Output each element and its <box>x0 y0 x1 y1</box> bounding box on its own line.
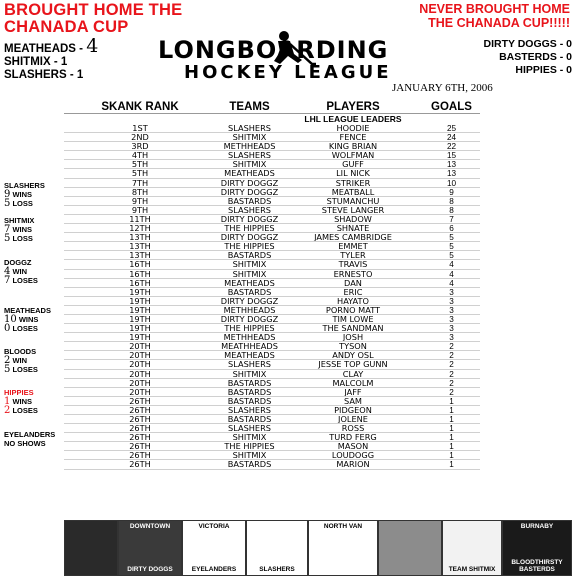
table-row <box>64 315 480 324</box>
cell-rank: 26TH <box>129 451 151 460</box>
cell-goals: 3 <box>449 287 454 296</box>
date-label: JANUARY 6TH, 2006 <box>392 82 493 94</box>
cell-team: MEATHEADS <box>224 169 275 178</box>
cell-player: STRIKER <box>335 178 371 187</box>
table-row <box>64 206 480 215</box>
header-left-line2: CHANADA CUP <box>4 18 129 36</box>
cell-goals: 4 <box>449 278 454 287</box>
cell-goals: 3 <box>449 333 454 342</box>
record-loses: 5 LOSS <box>4 198 33 209</box>
cell-player: HAYATO <box>337 296 369 305</box>
cell-player: GUFF <box>342 160 364 169</box>
cell-rank: 5TH <box>131 169 149 178</box>
header-right-line2: THE CHANADA CUP!!!!! <box>428 16 570 30</box>
cell-goals: 3 <box>449 324 454 333</box>
cell-team: SHITMIX <box>232 369 267 378</box>
cell-goals: 1 <box>449 460 454 469</box>
cell-goals: 13 <box>446 169 457 178</box>
column-header-players: PLAYERS <box>326 101 380 113</box>
logo-title: LONGBOARDING <box>158 36 389 64</box>
cell-goals: 2 <box>449 378 454 387</box>
cell-player: ROSS <box>341 424 365 433</box>
cell-goals: 1 <box>449 451 454 460</box>
cell-goals: 1 <box>449 424 454 433</box>
cell-team: DIRTY DOGGZ <box>220 178 279 187</box>
losers-scores <box>484 38 573 77</box>
cell-goals: 15 <box>446 151 457 160</box>
cell-player: FENCE <box>339 133 367 142</box>
league-leaders-table <box>64 95 480 470</box>
cell-rank: 5TH <box>131 160 149 169</box>
table-row <box>64 379 480 388</box>
cell-goals: 7 <box>449 214 454 224</box>
table-subtitle: LHL LEAGUE LEADERS <box>304 114 402 124</box>
table-row <box>64 160 480 169</box>
team-record <box>4 347 38 374</box>
cell-rank: 20TH <box>129 378 151 387</box>
cell-goals: 5 <box>449 251 454 260</box>
table-row <box>64 424 480 433</box>
cell-rank: 19TH <box>129 314 151 324</box>
record-team: HIPPIES <box>4 388 34 397</box>
cell-player: JESSE TOP GUNN <box>318 360 388 369</box>
record-loses: 5 LOSS <box>4 233 33 244</box>
table-row <box>64 197 480 206</box>
cell-rank: 11TH <box>129 214 151 224</box>
team-logo-badge <box>378 520 442 576</box>
cell-team: BASTARDS <box>227 287 272 296</box>
cell-team: THE HIPPIES <box>224 242 275 251</box>
table-row <box>64 442 480 451</box>
record-wins: 10 WINS <box>4 314 39 325</box>
table-row <box>64 342 480 351</box>
cell-team: SHITMIX <box>232 433 267 442</box>
table-row <box>64 279 480 288</box>
cell-player: KING BRIAN <box>328 142 378 151</box>
cell-player: PIDGEON <box>334 405 372 414</box>
table-row <box>64 188 480 197</box>
column-header-teams: TEAMS <box>229 101 270 113</box>
table-row <box>64 270 480 279</box>
record-wins: 1 WINS <box>4 396 33 407</box>
team-record <box>4 181 45 208</box>
cell-rank: 1ST <box>132 124 148 133</box>
cell-player: MASON <box>337 442 369 451</box>
badge-top-text: DOWNTOWN <box>129 523 171 530</box>
table-row <box>64 460 480 469</box>
cell-team: MEATHEADS <box>224 278 275 287</box>
record-loses: 5 LOSES <box>4 364 38 375</box>
cell-player: JOLENE <box>338 415 368 424</box>
score-shitmix: SHITMIX - 1 <box>4 56 68 68</box>
record-loses: 2 LOSES <box>4 405 38 416</box>
table-header <box>64 95 480 114</box>
cell-rank: 16TH <box>129 278 151 287</box>
cell-goals: 2 <box>449 369 454 378</box>
team-logo-badge <box>442 520 502 576</box>
cell-rank: 12TH <box>129 224 151 233</box>
cell-player: STUMANCHU <box>326 196 380 205</box>
table-row <box>64 242 480 251</box>
cell-goals: 1 <box>449 415 454 424</box>
table-row <box>64 133 480 142</box>
record-team: EYELANDERS <box>4 430 56 439</box>
cell-team: SHITMIX <box>232 451 267 460</box>
cell-player: TYLER <box>340 251 366 260</box>
record-team: DOGGZ <box>4 258 32 267</box>
cell-player: SHADOW <box>334 214 372 224</box>
cell-team: BASTARDS <box>227 415 272 424</box>
column-header-goals: GOALS <box>431 101 472 113</box>
table-subtitle-row <box>64 114 480 124</box>
table-row <box>64 215 480 224</box>
cell-player: TURD FERG <box>329 433 377 442</box>
cell-team: METHHEADS <box>223 333 276 342</box>
cell-team: DIRTY DOGGZ <box>220 187 279 196</box>
cell-player: LOUDOGG <box>331 451 375 460</box>
cell-rank: 20TH <box>129 351 151 360</box>
cell-player: ERIC <box>343 287 363 296</box>
cell-team: SLASHERS <box>228 151 271 160</box>
cell-team: SLASHERS <box>228 205 271 214</box>
badge-caption: SLASHERS <box>259 566 295 573</box>
cell-rank: 13TH <box>129 233 151 242</box>
cell-rank: 20TH <box>129 342 151 351</box>
header-right <box>370 2 570 30</box>
score-meatheads: MEATHEADS - 4 <box>4 35 99 57</box>
table-row <box>64 415 480 424</box>
winners-scores <box>4 35 99 82</box>
record-team: MEATHEADS <box>4 306 51 315</box>
cell-goals: 9 <box>449 187 454 196</box>
cell-rank: 26TH <box>129 415 151 424</box>
table-row <box>64 260 480 269</box>
cell-player: TYSON <box>339 342 367 351</box>
cell-team: BASTARDS <box>227 251 272 260</box>
cell-player: JAFF <box>344 387 362 396</box>
cell-goals: 1 <box>449 396 454 405</box>
score-dirty-doggs: DIRTY DOGGS - 0 <box>483 38 572 50</box>
cell-team: METHHEADS <box>223 142 276 151</box>
cell-rank: 7TH <box>131 178 149 187</box>
badge-caption: BLOODTHIRSTY BASTERDS <box>511 559 563 573</box>
cell-team: BASTARDS <box>227 387 272 396</box>
cell-goals: 3 <box>449 296 454 305</box>
cell-rank: 20TH <box>129 360 151 369</box>
cell-player: TIM LOWE <box>332 314 374 324</box>
cell-rank: 13TH <box>129 242 151 251</box>
team-logo-badge <box>118 520 182 576</box>
cell-goals: 6 <box>449 224 454 233</box>
cell-player: ERNESTO <box>333 269 373 278</box>
cell-team: MEATHHEADS <box>221 342 278 351</box>
team-logo-badge <box>308 520 378 576</box>
record-wins: NO SHOWS <box>4 439 46 448</box>
logo-subtitle: HOCKEY LEAGUE <box>184 62 392 83</box>
cell-team: THE HIPPIES <box>224 224 275 233</box>
cell-rank: 20TH <box>129 369 151 378</box>
header-right-line1: NEVER BROUGHT HOME <box>419 2 570 16</box>
cell-team: SHITMIX <box>232 260 267 269</box>
cell-team: SLASHERS <box>228 124 271 133</box>
cell-team: SHITMIX <box>232 160 267 169</box>
cell-rank: 3RD <box>131 142 149 151</box>
table-row <box>64 151 480 160</box>
cell-rank: 13TH <box>129 251 151 260</box>
table-row <box>64 251 480 260</box>
cell-goals: 1 <box>449 442 454 451</box>
cell-player: MALCOLM <box>332 378 374 387</box>
team-record <box>4 216 34 243</box>
cell-team: BASTARDS <box>227 378 272 387</box>
cell-player: TRAVIS <box>338 260 368 269</box>
cell-rank: 16TH <box>129 260 151 269</box>
score-slashers: SLASHERS - 1 <box>4 69 84 81</box>
cell-player: EMMET <box>338 242 368 251</box>
cell-team: SHITMIX <box>232 269 267 278</box>
table-row <box>64 451 480 460</box>
table-row <box>64 433 480 442</box>
cell-player: ANDY OSL <box>332 351 374 360</box>
badge-top-text: NORTH VAN <box>323 523 363 530</box>
cell-player: JAMES CAMBRIDGE <box>314 233 392 242</box>
record-wins: 2 WIN <box>4 355 28 366</box>
cell-goals: 8 <box>449 205 454 214</box>
cell-team: MEATHEADS <box>224 351 275 360</box>
cell-team: THE HIPPIES <box>224 442 275 451</box>
cell-rank: 19TH <box>129 287 151 296</box>
cell-goals: 2 <box>449 342 454 351</box>
cell-team: BASTARDS <box>227 460 272 469</box>
table-row <box>64 224 480 233</box>
record-wins: 4 WIN <box>4 266 28 277</box>
cell-goals: 22 <box>446 142 457 151</box>
cell-player: LIL NICK <box>336 169 370 178</box>
cell-rank: 8TH <box>131 187 149 196</box>
table-row <box>64 324 480 333</box>
table-row <box>64 388 480 397</box>
header-left-line1: BROUGHT HOME THE <box>4 1 183 19</box>
team-logo-badge <box>502 520 572 576</box>
cell-team: SLASHERS <box>228 360 271 369</box>
cell-player: WOLFMAN <box>331 151 375 160</box>
cell-team: BASTARDS <box>227 396 272 405</box>
team-record <box>4 388 38 415</box>
cell-player: MEATBALL <box>331 187 375 196</box>
badge-top-text: VICTORIA <box>198 523 230 530</box>
cell-team: SLASHERS <box>228 424 271 433</box>
cell-rank: 19TH <box>129 296 151 305</box>
table-row <box>64 169 480 178</box>
cell-rank: 26TH <box>129 424 151 433</box>
cell-goals: 25 <box>446 124 457 133</box>
cell-rank: 26TH <box>129 442 151 451</box>
cell-rank: 9TH <box>131 205 149 214</box>
record-loses: 7 LOSES <box>4 275 38 286</box>
cell-player: SAM <box>343 396 362 405</box>
cell-player: JOSH <box>342 333 364 342</box>
cell-team: SHITMIX <box>232 133 267 142</box>
table-row <box>64 397 480 406</box>
cell-rank: 19TH <box>129 333 151 342</box>
cell-team: DIRTY DOGGZ <box>220 296 279 305</box>
cell-team: DIRTY DOGGZ <box>220 214 279 224</box>
table-row <box>64 233 480 242</box>
record-wins: 9 WINS <box>4 189 33 200</box>
cell-goals: 2 <box>449 387 454 396</box>
cell-rank: 20TH <box>129 387 151 396</box>
table-row <box>64 124 480 133</box>
cell-goals: 1 <box>449 433 454 442</box>
cell-player: MARION <box>336 460 370 469</box>
team-logos-footer <box>64 520 576 576</box>
cell-team: DIRTY DOGGZ <box>220 233 279 242</box>
cell-goals: 2 <box>449 351 454 360</box>
cell-rank: 26TH <box>129 433 151 442</box>
team-record <box>4 306 51 333</box>
record-team: BLOODS <box>4 347 37 356</box>
league-logo <box>158 30 398 92</box>
cell-goals: 2 <box>449 360 454 369</box>
cell-rank: 19TH <box>129 324 151 333</box>
cell-goals: 3 <box>449 305 454 314</box>
team-logo-badge <box>246 520 308 576</box>
team-record <box>4 258 38 285</box>
cell-rank: 26TH <box>129 396 151 405</box>
badge-caption: TEAM SHITMIX <box>448 566 496 573</box>
team-record <box>4 430 55 448</box>
score-basterds: BASTERDS - 0 <box>499 51 572 63</box>
cell-team: SLASHERS <box>228 405 271 414</box>
cell-team: THE HIPPIES <box>224 324 275 333</box>
cell-team: BASTARDS <box>227 196 272 205</box>
cell-team: DIRTY DOGGZ <box>220 314 279 324</box>
cell-goals: 10 <box>446 178 457 187</box>
record-team: SHITMIX <box>4 216 35 225</box>
cell-goals: 1 <box>449 405 454 414</box>
table-row <box>64 297 480 306</box>
table-row <box>64 360 480 369</box>
record-loses: 0 LOSES <box>4 323 38 334</box>
cell-player: DAN <box>344 278 362 287</box>
cell-player: HOODIE <box>336 124 370 133</box>
cell-goals: 5 <box>449 242 454 251</box>
cell-goals: 4 <box>449 260 454 269</box>
badge-caption: EYELANDERS <box>191 566 237 573</box>
cell-goals: 8 <box>449 196 454 205</box>
table-row <box>64 370 480 379</box>
score-hippies: HIPPIES - 0 <box>515 64 572 76</box>
team-logo-badge <box>182 520 246 576</box>
table-body <box>64 124 480 470</box>
column-header-rank: SKANK RANK <box>101 101 179 113</box>
badge-top-text: BURNABY <box>520 523 554 530</box>
table-row <box>64 179 480 188</box>
cell-player: SHNATE <box>336 224 370 233</box>
cell-rank: 26TH <box>129 460 151 469</box>
table-row <box>64 406 480 415</box>
cell-player: PORNO MATT <box>325 305 381 314</box>
cell-goals: 24 <box>446 133 457 142</box>
cell-goals: 5 <box>449 233 454 242</box>
team-logo-badge <box>64 520 118 576</box>
cell-rank: 2ND <box>131 133 149 142</box>
cell-goals: 13 <box>446 160 457 169</box>
badge-caption: DIRTY DOGGS <box>127 566 173 573</box>
cell-player: THE SANDMAN <box>322 324 384 333</box>
cell-goals: 3 <box>449 314 454 324</box>
table-row <box>64 288 480 297</box>
table-row <box>64 142 480 151</box>
cell-player: CLAY <box>342 369 364 378</box>
cell-rank: 16TH <box>129 269 151 278</box>
table-row <box>64 351 480 360</box>
table-row <box>64 333 480 342</box>
cell-rank: 9TH <box>131 196 149 205</box>
cell-team: METHHEADS <box>223 305 276 314</box>
cell-goals: 4 <box>449 269 454 278</box>
cell-player: STEVE LANGER <box>321 205 385 214</box>
cell-rank: 26TH <box>129 405 151 414</box>
record-wins: 7 WINS <box>4 224 33 235</box>
record-team: SLASHERS <box>4 181 45 190</box>
cell-rank: 4TH <box>131 151 149 160</box>
table-row <box>64 306 480 315</box>
cell-rank: 19TH <box>129 305 151 314</box>
